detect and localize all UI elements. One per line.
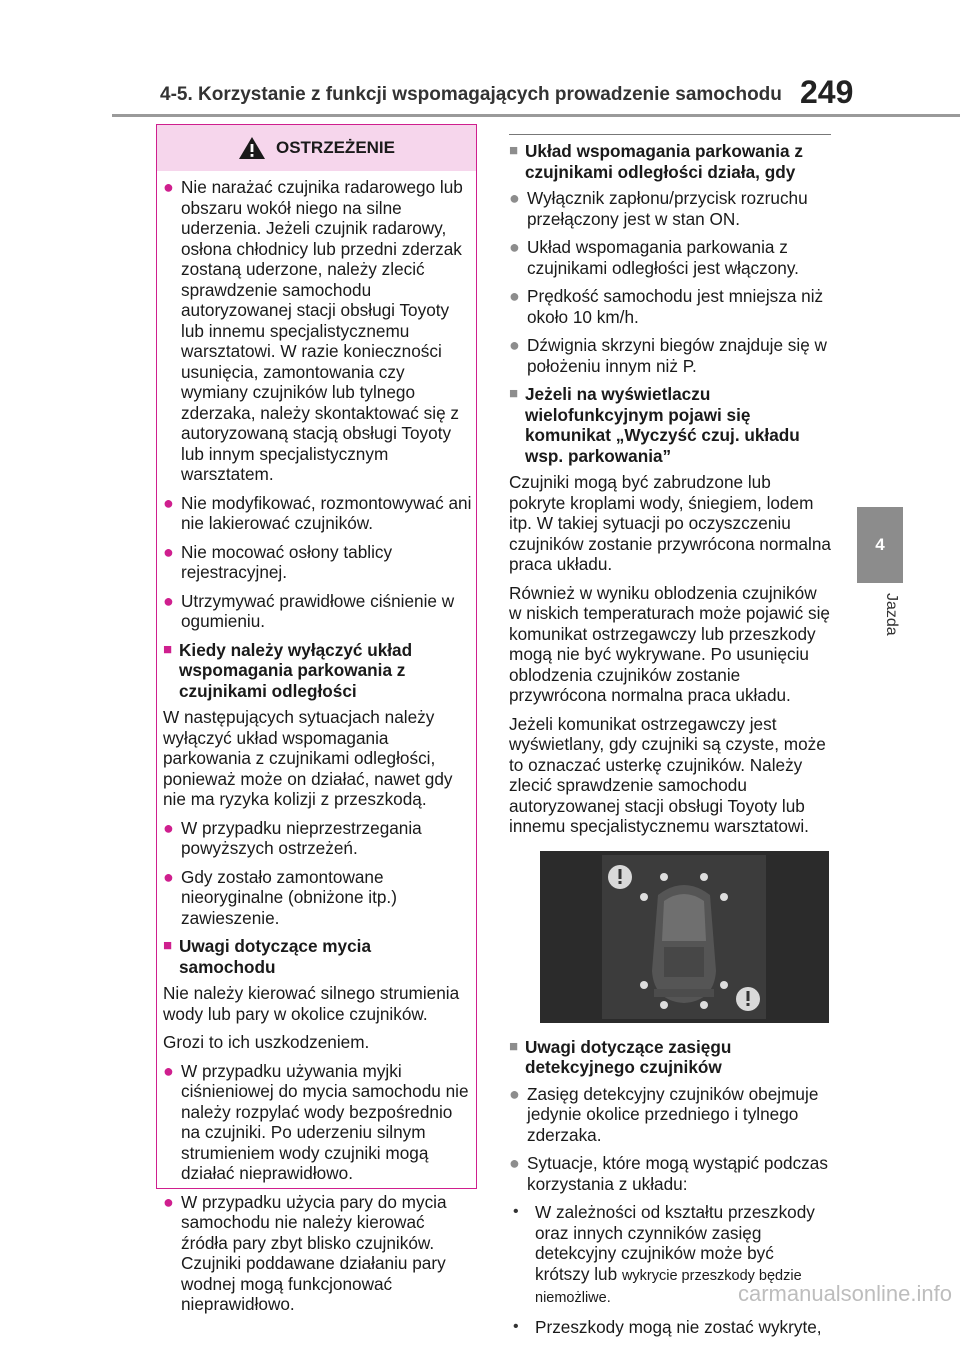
paragraph: Również w wyniku oblodzenia czujników w niskich temperaturach może pojawić się komunikat ostrzegawczy lub przeszkody mogą nie być wykrywane. Po usunięciu oblodzenia czujników zostanie przywrócona normalna praca układu. — [509, 582, 830, 705]
chapter-number: 4 — [875, 535, 885, 554]
car-sensor-icon — [540, 851, 829, 1023]
chapter-label: Jazda — [883, 593, 900, 636]
section-heading: ■ Kiedy należy wyłączyć układ wspomagania parkowania z czujnikami odległości — [163, 639, 413, 701]
list-item: ● Prędkość samochodu jest mniejsza niż około 10 km/h. — [509, 286, 824, 327]
warning-triangle-icon — [238, 136, 266, 160]
list-item: ● Wyłącznik zapłonu/przycisk rozruchu przełączony jest w stan ON. — [509, 188, 808, 229]
paragraph: Grozi to ich uszkodzeniem. — [163, 1032, 370, 1052]
list-item: • W zależności od kształtu przeszkody oraz innych czynników zasięg detekcyjny czujników może być krótszy lub wykrycie przeszkody będzie niemożliwe. — [513, 1202, 815, 1306]
watermark: carmanualsonline.info — [737, 1281, 952, 1306]
section-divider — [509, 134, 831, 135]
sensor-warning-illustration — [540, 851, 829, 1023]
section-heading: ■ Uwagi dotyczące mycia samochodu — [163, 936, 372, 977]
warning-bullet: ● Utrzymywać prawidłowe ciśnienie w ogumieniu. — [163, 590, 455, 631]
section-heading: ■ Jeżeli na wyświetlaczu wielofunkcyjnym pojawi się komunikat „Wyczyść czuj. układu wsp. parkowania” — [509, 384, 800, 466]
chapter-tab[interactable] — [857, 507, 903, 583]
warning-bullet: ● Nie modyfikować, rozmontowywać ani nie lakierować czujników. — [163, 492, 472, 533]
warning-box — [156, 124, 477, 1314]
warning-header — [157, 125, 476, 171]
header-divider — [112, 114, 960, 117]
section-heading: ■ Uwagi dotyczące zasięgu detekcyjnego czujników — [509, 1036, 732, 1077]
list-item: • Przeszkody mogą nie zostać wykryte, — [513, 1316, 822, 1337]
warning-bullet: ● Gdy zostało zamontowane nieoryginalne (obniżone itp.) zawieszenie. — [163, 866, 397, 928]
warning-bullet: ● W przypadku używania myjki ciśnieniowej do mycia samochodu nie należy rozpylać wody bezpośrednio na czujniki. Po uderzeniu silnym strumieniem wody czujniki mogą działać nieprawidłowo. — [163, 1060, 469, 1183]
list-item: ● Dźwignia skrzyni biegów znajduje się w położeniu innym niż P. — [509, 335, 827, 376]
warning-bullet: ● Nie mocować osłony tablicy rejestracyjnej. — [163, 541, 393, 582]
paragraph: W następujących sytuacjach należy wyłączyć układ wspomagania parkowania z czujnikami odległości, ponieważ może on działać, nawet gdy nie ma ryzyka kolizji z przeszkodą. — [163, 707, 453, 809]
warning-bullet: ● Nie narażać czujnika radarowego lub obszaru wokół niego na silne uderzenia. Jeżeli czujnik radarowy, osłona chłodnicy lub przedni zderzak zostaną uderzone, należy zlecić sprawdzenie samochodu autoryzowanej stacji obsługi Toyoty lub innemu specjalistycznemu warsztatowi. W razie konieczności usunięcia, zamontowania czy wymiany czujników lub tylnego zderzaka, należy skontaktować się z autoryzowaną stacją obsługi Toyoty lub innym specjalistycznym warsztatem. — [163, 177, 463, 484]
warning-title: OSTRZEŻENIE — [275, 137, 395, 157]
list-item: ● Sytuacje, które mogą wystąpić podczas korzystania z układu: — [509, 1153, 828, 1194]
page-number: 249 — [800, 74, 854, 110]
warning-bullet: ● W przypadku nieprzestrzegania powyższych ostrzeżeń. — [163, 817, 422, 858]
list-item: ● Układ wspomagania parkowania z czujnikami odległości jest włączony. — [509, 237, 799, 278]
paragraph: Jeżeli komunikat ostrzegawczy jest wyświetlany, gdy czujniki są czyste, może to oznaczać usterkę czujników. Należy zlecić sprawdzenie samochodu autoryzowanej stacji obsługi Toyoty lub innemu specjalistycznemu warsztatowi. — [509, 713, 826, 836]
right-column — [509, 134, 831, 1345]
warning-bullet: ● W przypadku użycia pary do mycia samochodu nie należy kierować źródła pary zbyt blisko czujników. Czujniki poddawane działaniu pary wodnej mogą funkcjonować nieprawidłowo. — [163, 1191, 447, 1314]
list-item: ● Zasięg detekcyjny czujników obejmuje jedynie okolice przedniego i tylnego zderzaka. — [509, 1083, 819, 1145]
section-heading: ■ Układ wspomagania parkowania z czujnikami odległości działa, gdy — [509, 141, 803, 182]
paragraph: Nie należy kierować silnego strumienia wody lub pary w okolice czujników. — [163, 983, 460, 1024]
page-header-title: 4-5. Korzystanie z funkcji wspomagających prowadzenie samochodu — [160, 84, 782, 105]
paragraph: Czujniki mogą być zabrudzone lub pokryte kroplami wody, śniegiem, lodem itp. W takiej sytuacji po oczyszczeniu czujników zostanie przywrócona normalna praca układu. — [509, 472, 831, 574]
